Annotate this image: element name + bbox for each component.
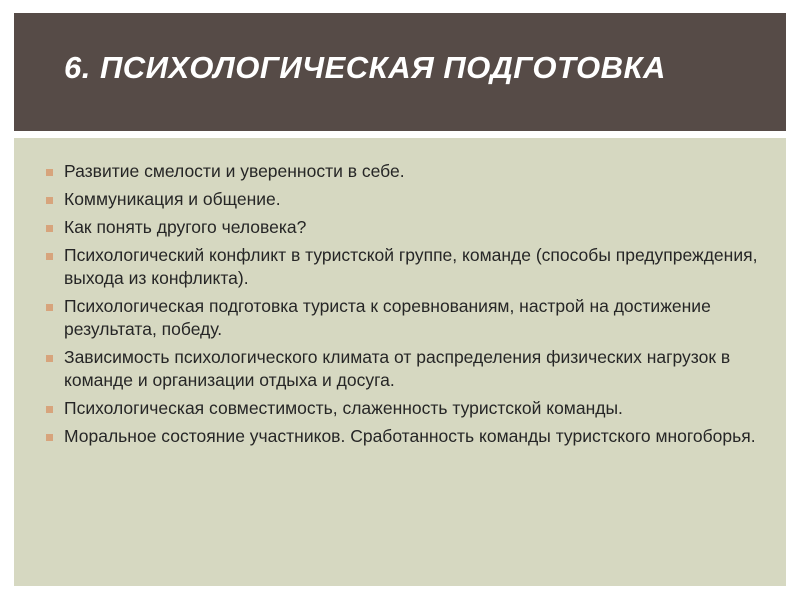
- square-bullet-icon: [46, 304, 53, 311]
- bullet-text: Как понять другого человека?: [64, 217, 307, 237]
- bullet-text: Психологический конфликт в туристской группе, команде (способы предупреждения, выхода из конфликта).: [64, 245, 758, 288]
- bullet-item: [46, 425, 761, 448]
- bullet-text: Коммуникация и общение.: [64, 189, 281, 209]
- square-bullet-icon: [46, 434, 53, 441]
- bullet-item: [46, 160, 761, 183]
- slide-title: 6. ПСИХОЛОГИЧЕСКАЯ ПОДГОТОВКА: [64, 50, 666, 85]
- bullet-text: Моральное состояние участников. Сработанность команды туристского многоборья.: [64, 426, 756, 446]
- square-bullet-icon: [46, 355, 53, 362]
- bullet-text: Развитие смелости и уверенности в себе.: [64, 161, 405, 181]
- bullet-item: [46, 244, 761, 290]
- bullet-item: [46, 346, 761, 392]
- bullet-list: [46, 160, 761, 453]
- square-bullet-icon: [46, 197, 53, 204]
- bullet-item: [46, 188, 761, 211]
- square-bullet-icon: [46, 225, 53, 232]
- bullet-item: [46, 295, 761, 341]
- square-bullet-icon: [46, 406, 53, 413]
- square-bullet-icon: [46, 169, 53, 176]
- square-bullet-icon: [46, 253, 53, 260]
- bullet-text: Психологическая подготовка туриста к соревнованиям, настрой на достижение результата, победу.: [64, 296, 711, 339]
- bullet-item: [46, 397, 761, 420]
- bullet-text: Зависимость психологического климата от распределения физических нагрузок в команде и организации отдыха и досуга.: [64, 347, 731, 390]
- bullet-item: [46, 216, 761, 239]
- bullet-text: Психологическая совместимость, слаженность туристской команды.: [64, 398, 623, 418]
